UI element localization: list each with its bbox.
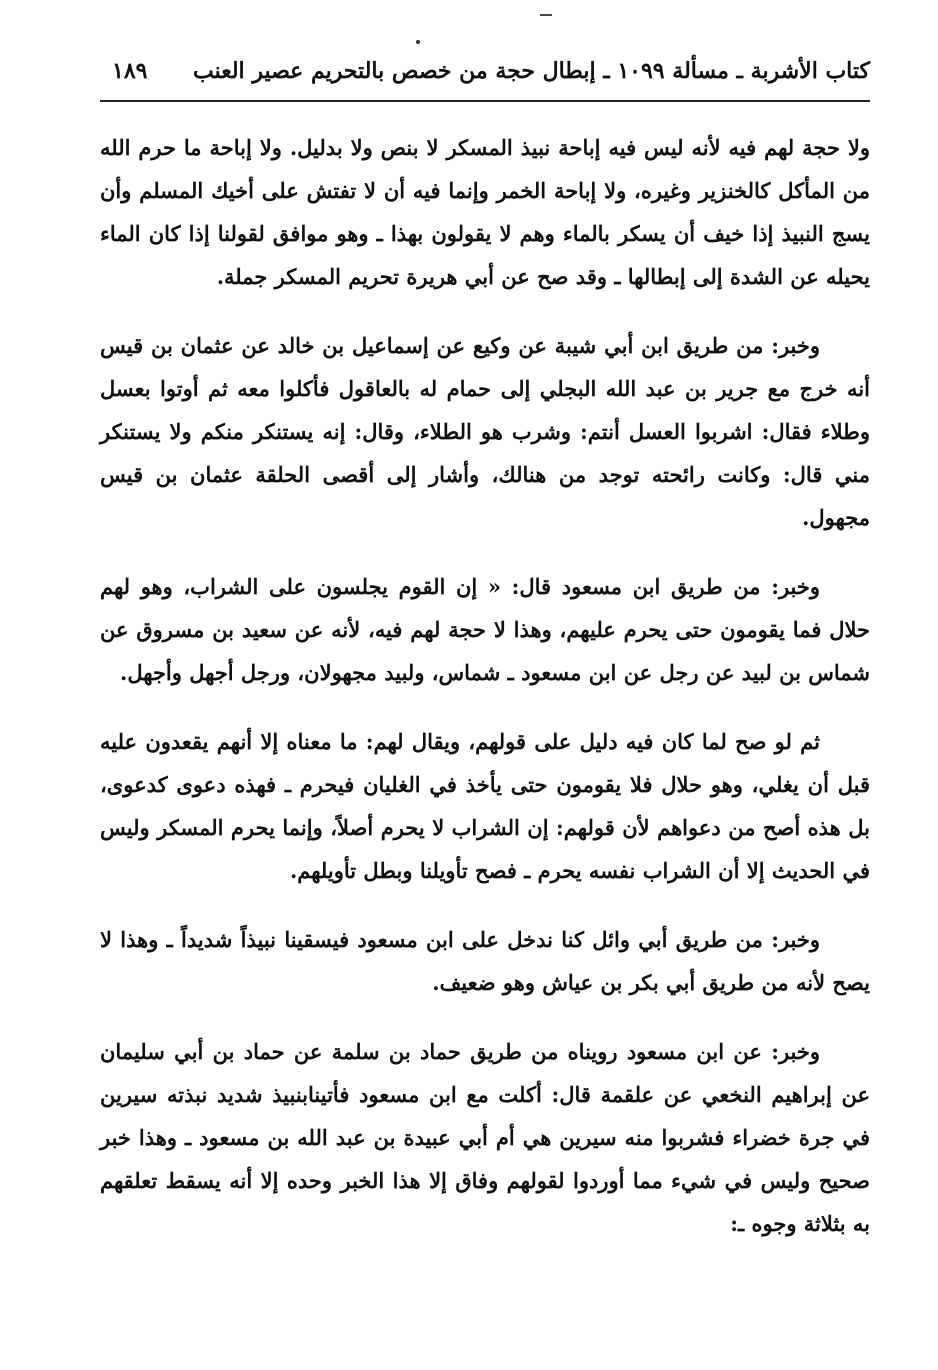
body-text (100, 126, 870, 1271)
header-rule (100, 100, 870, 102)
paragraph: وخبر: من طريق أبي وائل كنا ندخل على ابن مسعود فيسقينا نبيذاً شديداً ـ وهذا لا يصح لأنه من طريق أبي بكر بن عياش وهو ضعيف. (100, 927, 870, 995)
paragraph: وخبر: من طريق ابن أبي شيبة عن وكيع عن إسماعيل بن خالد عن عثمان بن قيس أنه خرج مع جرير بن عبد الله البجلي إلى حمام له بالعاقول فأكلوا معه ثم أوتوا بعسل وطلاء فقال: اشربوا العسل أنتم: وشرب هو الطلاء، وقال: إنه يستنكر منكم ولا يستنكر مني قال: وكانت رائحته توجد من هنالك، وأشار إلى أقصى الحلقة عثمان بن قيس مجهول. (100, 333, 870, 530)
scan-mark (540, 14, 552, 16)
paragraph: وخبر: عن ابن مسعود رويناه من طريق حماد بن سلمة عن حماد بن أبي سليمان عن إبراهيم النخعي عن علقمة قال: أكلت مع ابن مسعود فأتينابنبيذ شديد نبذته سيرين في جرة خضراء فشربوا منه سيرين هي أم أبي عبيدة بن عبد الله بن مسعود ـ وهذا خبر صحيح وليس في شيء مما أوردوا لقولهم وفاق إلا هذا الخبر وحده إلا أنه يسقط تعلقهم به بثلاثة وجوه ـ: (100, 1039, 870, 1236)
paragraph: ولا حجة لهم فيه لأنه ليس فيه إباحة نبيذ المسكر لا بنص ولا بدليل. ولا إباحة ما حرم الله من المأكل كالخنزير وغيره، ولا إباحة الخمر وإنما فيه أن لا تفتش على أخيك المسلم وأن يسج النبيذ إذا خيف أن يسكر بالماء وهم لا يقولون بهذا ـ وهو موافق لقولنا إذا كان الماء يحيله عن الشدة إلى إبطالها ـ وقد صح عن أبي هريرة تحريم المسكر جملة. (100, 135, 870, 289)
scan-mark (416, 40, 420, 44)
header-title: كتاب الأشربة ـ مسألة ١٠٩٩ ـ إبطال حجة من خصص بالتحريم عصير العنب (192, 58, 870, 84)
paragraph: وخبر: من طريق ابن مسعود قال: « إن القوم يجلسون على الشراب، وهو لهم حلال فما يقومون حتى يحرم عليهم، وهذا لا حجة لهم فيه، لأنه عن سعيد بن مسروق عن شماس بن لبيد عن رجل عن ابن مسعود ـ شماس، ولبيد مجهولان، ورجل أجهل وأجهل. (100, 574, 870, 685)
paragraph: ثم لو صح لما كان فيه دليل على قولهم، ويقال لهم: ما معناه إلا أنهم يقعدون عليه قبل أن يغلي، وهو حلال فلا يقومون حتى يأخذ في الغليان فيحرم ـ فهذه دعوى كدعوى، بل هذه أصح من دعواهم لأن قولهم: إن الشراب لا يحرم أصلاً، وإنما يحرم المسكر وليس في الحديث إلا أن الشراب نفسه يحرم ـ فصح تأويلنا وبطل تأويلهم. (100, 729, 870, 883)
running-header (100, 54, 870, 98)
page-number: ١٨٩ (112, 58, 148, 84)
